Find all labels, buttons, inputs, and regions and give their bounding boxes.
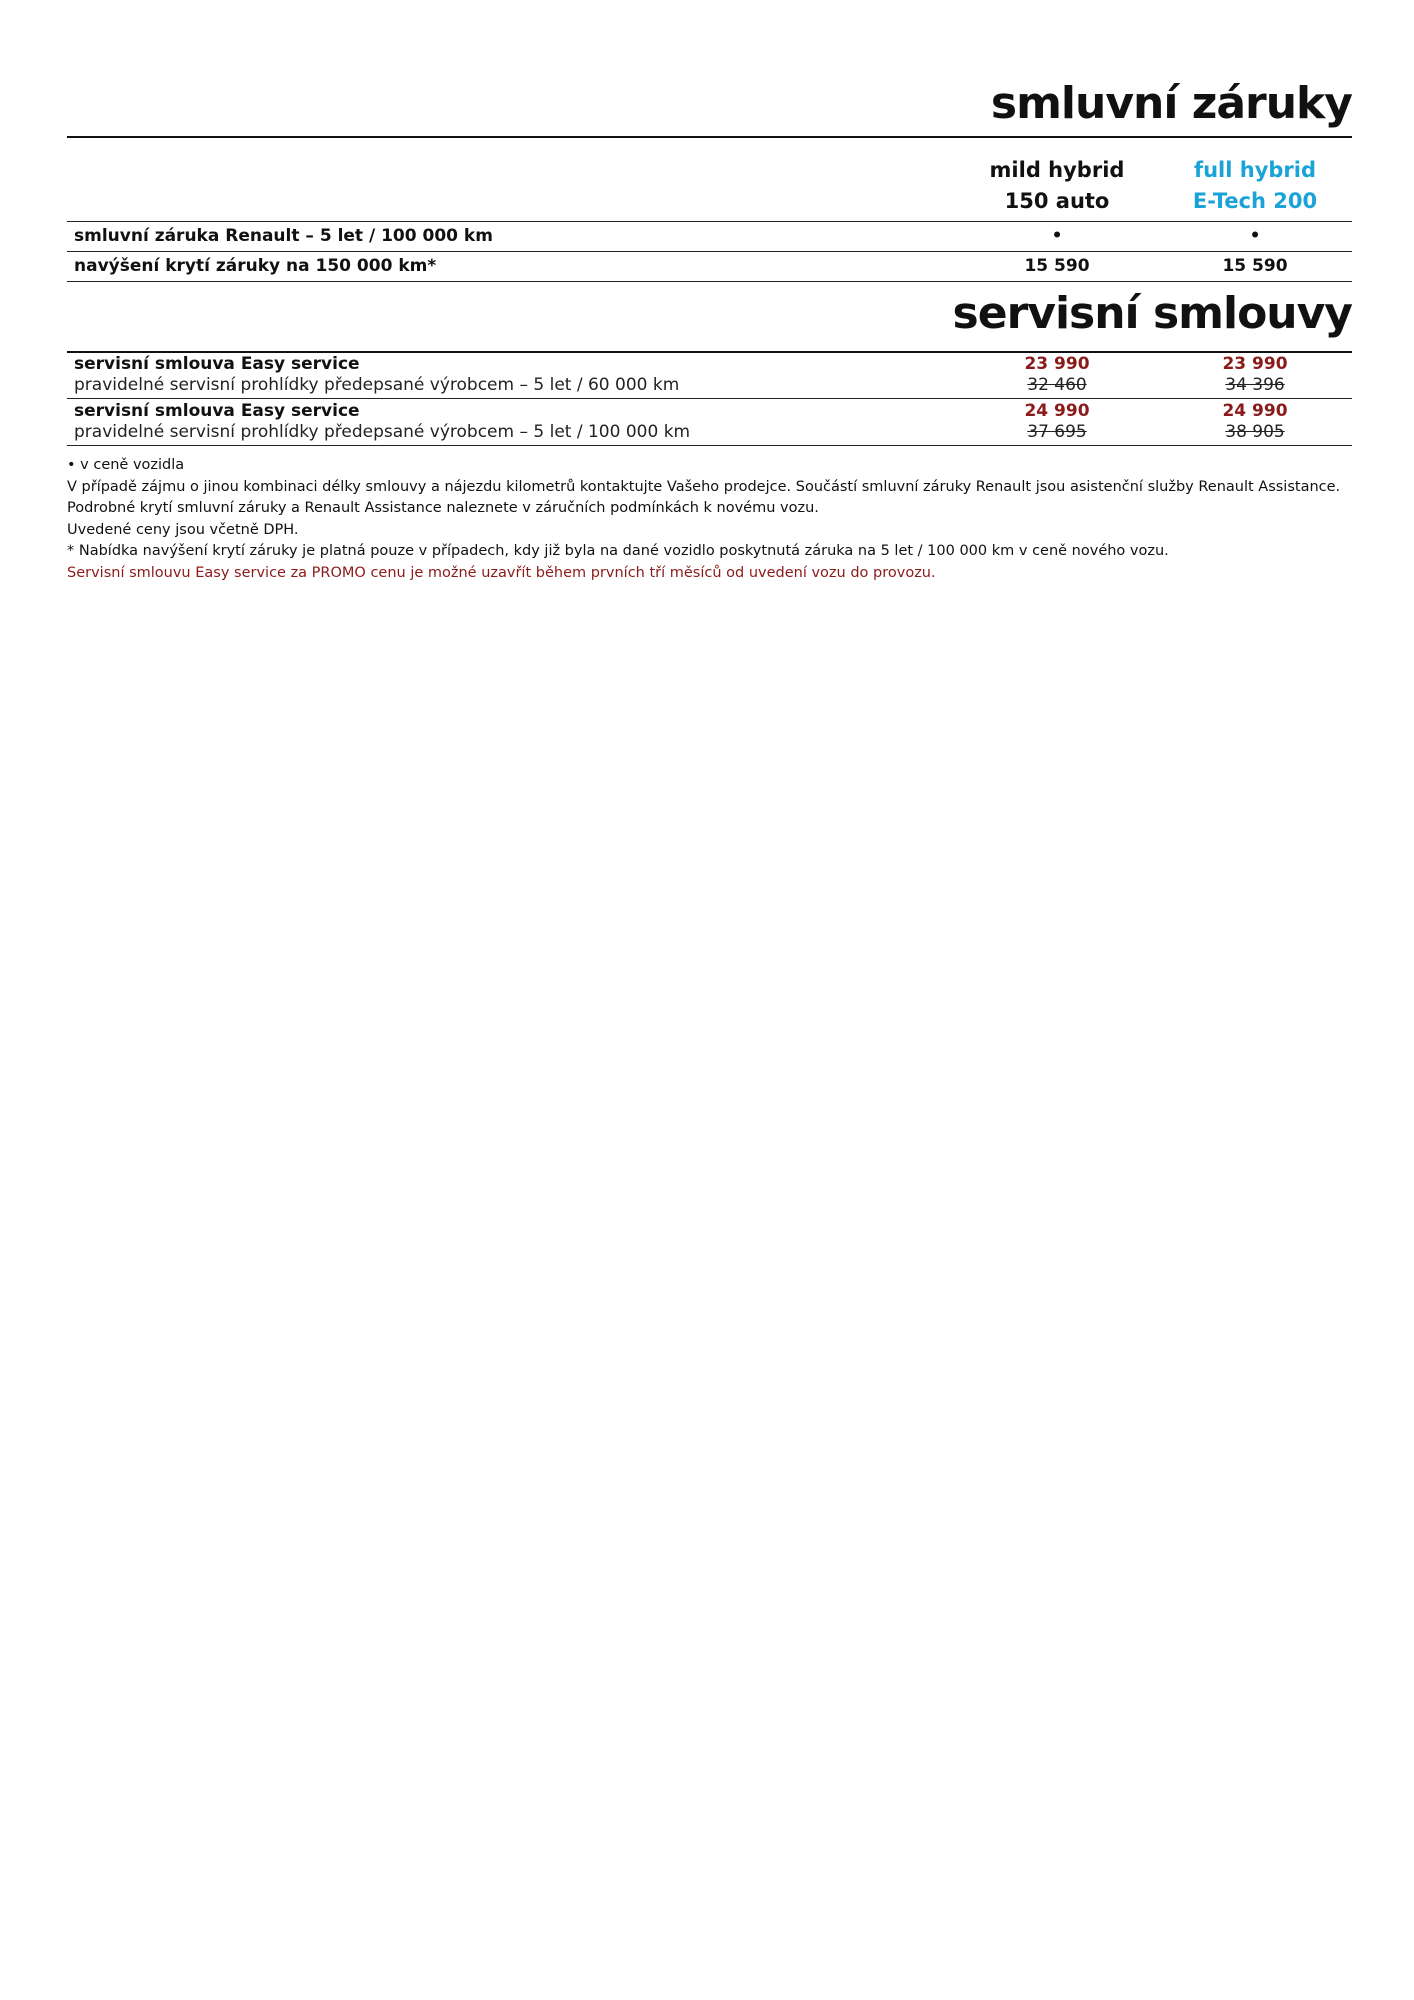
cell-value: • bbox=[1249, 226, 1261, 246]
column-header-mild-hybrid bbox=[957, 155, 1157, 217]
row-label: servisní smlouva Easy service bbox=[74, 354, 360, 374]
table-divider bbox=[67, 398, 1352, 399]
footnotes bbox=[67, 455, 1340, 584]
original-price: 34 396 bbox=[1225, 375, 1285, 395]
footnote: V případě zájmu o jinou kombinaci délky smlouvy a nájezdu kilometrů kontaktujte Vašeho prodejce. Součástí smluvní záruky Renault jsou asistenční služby Renault Assistance. bbox=[67, 478, 1341, 495]
column-header-line: full hybrid bbox=[1193, 158, 1317, 182]
table-divider bbox=[67, 251, 1352, 252]
warranty-section-title: smluvní záruky bbox=[990, 78, 1352, 129]
promo-price: 23 990 bbox=[1024, 354, 1090, 374]
footnote: Uvedené ceny jsou včetně DPH. bbox=[67, 521, 299, 538]
promo-footnote: Servisní smlouvu Easy service za PROMO cenu je možné uzavřít během prvních tří měsíců od uvedení vozu do provozu. bbox=[67, 564, 936, 581]
title-divider bbox=[67, 351, 1352, 353]
row-label: navýšení krytí záruky na 150 000 km* bbox=[74, 256, 437, 276]
row-label: servisní smlouva Easy service bbox=[74, 401, 360, 421]
promo-price: 23 990 bbox=[1222, 354, 1288, 374]
table-divider bbox=[67, 445, 1352, 446]
cell-value: 15 590 bbox=[1222, 256, 1288, 276]
original-price: 32 460 bbox=[1027, 375, 1087, 395]
cell-value: 15 590 bbox=[1024, 256, 1090, 276]
footnote: • v ceně vozidla bbox=[67, 457, 185, 473]
column-header-full-hybrid bbox=[1155, 155, 1355, 217]
title-divider bbox=[67, 136, 1352, 138]
row-sublabel: pravidelné servisní prohlídky předepsané výrobcem – 5 let / 100 000 km bbox=[74, 422, 691, 442]
row-label: smluvní záruka Renault – 5 let / 100 000 km bbox=[74, 226, 493, 246]
table-divider bbox=[67, 281, 1352, 282]
row-sublabel: pravidelné servisní prohlídky předepsané výrobcem – 5 let / 60 000 km bbox=[74, 375, 680, 395]
footnote: Podrobné krytí smluvní záruky a Renault Assistance naleznete v záručních podmínkách k novému vozu. bbox=[67, 500, 819, 516]
promo-price: 24 990 bbox=[1222, 401, 1288, 421]
promo-price: 24 990 bbox=[1024, 401, 1090, 421]
original-price: 38 905 bbox=[1225, 422, 1285, 442]
footnote: * Nabídka navýšení krytí záruky je platná pouze v případech, kdy již byla na dané vozidlo poskytnutá záruka na 5 let / 100 000 km v ceně nového vozu. bbox=[67, 543, 1169, 559]
column-header-line: E-Tech 200 bbox=[1192, 189, 1318, 213]
table-divider bbox=[67, 221, 1352, 222]
column-header-line: mild hybrid bbox=[989, 158, 1125, 182]
cell-value: • bbox=[1051, 226, 1063, 246]
column-header-line: 150 auto bbox=[1004, 189, 1110, 213]
service-section-title: servisní smlouvy bbox=[952, 288, 1352, 339]
original-price: 37 695 bbox=[1027, 422, 1087, 442]
